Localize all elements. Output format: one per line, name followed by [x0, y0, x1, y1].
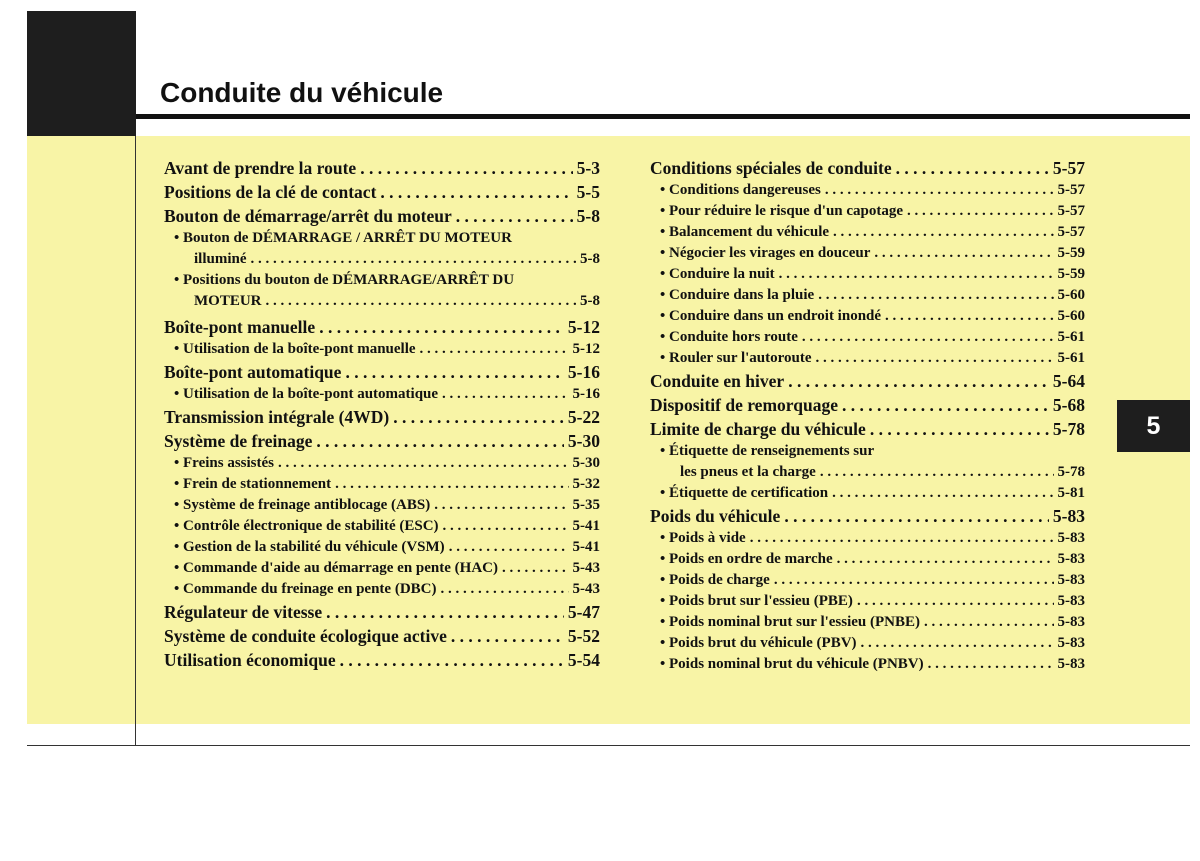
- toc-entry[interactable]: [164, 204, 600, 228]
- leader-dots: [885, 306, 1053, 327]
- toc-entry-page: 5-83: [1057, 635, 1085, 651]
- toc-entry-label: illuminé: [194, 251, 247, 267]
- toc-subentry[interactable]: [650, 285, 1085, 306]
- leader-dots: [345, 360, 563, 384]
- toc-entry-label: Conduite en hiver: [650, 371, 785, 391]
- toc-entry-page: 5-60: [1057, 308, 1085, 324]
- toc-subentry[interactable]: [650, 180, 1085, 201]
- toc-entry-label: • Balancement du véhicule: [660, 222, 829, 243]
- leader-dots: [774, 570, 1054, 591]
- toc-entry-label: MOTEUR: [194, 293, 262, 309]
- toc-entry-page: 5-16: [572, 386, 600, 402]
- toc-entry-label: • Négocier les virages en douceur: [660, 243, 870, 264]
- toc-subentry[interactable]: [164, 474, 600, 495]
- toc-entry[interactable]: [164, 405, 600, 429]
- toc-entry-page: 5-59: [1057, 266, 1085, 282]
- toc-subentry-line1[interactable]: • Positions du bouton de DÉMARRAGE/ARRÊT DU: [164, 270, 600, 291]
- toc-entry-label: • Poids en ordre de marche: [660, 549, 833, 570]
- toc-entry-label: Dispositif de remorquage: [650, 395, 838, 415]
- toc-entry-page: 5-30: [567, 431, 600, 451]
- leader-dots: [456, 204, 573, 228]
- toc-entry-label: Transmission intégrale (4WD): [164, 407, 390, 427]
- toc-entry-label: Avant de prendre la route: [164, 158, 357, 178]
- toc-entry-label: • Rouler sur l'autoroute: [660, 348, 812, 369]
- toc-entry-page: 5-47: [567, 602, 600, 622]
- toc-entry-page: 5-60: [1057, 287, 1085, 303]
- leader-dots: [335, 474, 568, 495]
- toc-entry-label: • Gestion de la stabilité du véhicule (VSM): [174, 537, 445, 558]
- toc-entry-label: • Système de freinage antiblocage (ABS): [174, 495, 430, 516]
- toc-subentry[interactable]: [650, 633, 1085, 654]
- leader-dots: [842, 393, 1049, 417]
- leader-dots: [393, 405, 564, 429]
- toc-entry[interactable]: [650, 156, 1085, 180]
- toc-entry-page: 5-83: [1057, 614, 1085, 630]
- leader-dots: [802, 327, 1054, 348]
- toc-entry[interactable]: [164, 156, 600, 180]
- toc-subentry[interactable]: [650, 264, 1085, 285]
- leader-dots: [832, 483, 1053, 504]
- toc-entry-page: 5-12: [567, 317, 600, 337]
- toc-entry-page: 5-32: [572, 476, 600, 492]
- leader-dots: [278, 453, 569, 474]
- toc-entry-page: 5-78: [1052, 419, 1085, 439]
- toc-subentry[interactable]: [650, 222, 1085, 243]
- toc-entry-page: 5-57: [1052, 158, 1085, 178]
- leader-dots: [442, 384, 568, 405]
- toc-entry-page: 5-35: [572, 497, 600, 513]
- leader-dots: [451, 624, 564, 648]
- toc-entry-page: 5-57: [1057, 182, 1085, 198]
- toc-entry-label: • Étiquette de certification: [660, 483, 828, 504]
- toc-subentry[interactable]: [650, 570, 1085, 591]
- toc-entry-label: • Frein de stationnement: [174, 474, 331, 495]
- toc-entry-label: les pneus et la charge: [680, 464, 816, 480]
- toc-entry-label: • Utilisation de la boîte-pont automatique: [174, 384, 438, 405]
- toc-entry-page: 5-83: [1057, 530, 1085, 546]
- toc-entry-label: Système de conduite écologique active: [164, 626, 447, 646]
- toc-entry-label: • Commande du freinage en pente (DBC): [174, 579, 436, 600]
- toc-subentry[interactable]: [650, 243, 1085, 264]
- toc-entry-label: • Freins assistés: [174, 453, 274, 474]
- toc-entry-label: • Commande d'aide au démarrage en pente (HAC): [174, 558, 498, 579]
- toc-entry-label: Positions de la clé de contact: [164, 182, 377, 202]
- leader-dots: [924, 612, 1053, 633]
- toc-entry-page: 5-83: [1052, 506, 1085, 526]
- toc-entry-page: 5-41: [572, 539, 600, 555]
- toc-entry-page: 5-83: [1057, 551, 1085, 567]
- toc-entry-page: 5-54: [567, 650, 600, 670]
- toc-entry-page: 5-64: [1052, 371, 1085, 391]
- toc-subentry[interactable]: [164, 579, 600, 600]
- toc-entry-page: 5-83: [1057, 656, 1085, 672]
- toc-entry-label: • Pour réduire le risque d'un capotage: [660, 201, 903, 222]
- leader-dots: [907, 201, 1053, 222]
- toc-entry-page: 5-8: [576, 206, 600, 226]
- toc-entry-page: 5-8: [580, 293, 600, 309]
- toc-subentry[interactable]: [650, 591, 1085, 612]
- toc-subentry[interactable]: [164, 339, 600, 360]
- toc-entry-label: • Conduite hors route: [660, 327, 798, 348]
- toc-entry-label: • Poids brut du véhicule (PBV): [660, 633, 857, 654]
- toc-entry-label: Régulateur de vitesse: [164, 602, 323, 622]
- toc-subentry[interactable]: [164, 249, 600, 270]
- leader-dots: [874, 243, 1053, 264]
- leader-dots: [502, 558, 569, 579]
- leader-dots: [251, 249, 576, 270]
- leader-dots: [779, 264, 1054, 285]
- toc-entry-page: 5-68: [1052, 395, 1085, 415]
- toc-entry[interactable]: [164, 360, 600, 384]
- leader-dots: [837, 549, 1054, 570]
- leader-dots: [440, 579, 568, 600]
- toc-entry[interactable]: [164, 648, 600, 672]
- toc-entry-label: Bouton de démarrage/arrêt du moteur: [164, 206, 452, 226]
- leader-dots: [266, 291, 577, 312]
- leader-dots: [340, 648, 564, 672]
- toc-subentry[interactable]: [650, 549, 1085, 570]
- toc-entry-page: 5-8: [580, 251, 600, 267]
- toc-entry-page: 5-61: [1057, 329, 1085, 345]
- toc-entry-page: 5-83: [1057, 593, 1085, 609]
- toc-entry[interactable]: [164, 315, 600, 339]
- leader-dots: [833, 222, 1053, 243]
- toc-subentry[interactable]: [650, 327, 1085, 348]
- leader-dots: [449, 537, 569, 558]
- toc-entry-page: 5-78: [1057, 464, 1085, 480]
- toc-entry-page: 5-57: [1057, 224, 1085, 240]
- leader-dots: [857, 591, 1054, 612]
- toc-entry[interactable]: [650, 504, 1085, 528]
- toc-entry-label: • Conduire dans la pluie: [660, 285, 814, 306]
- toc-entry-page: 5-81: [1057, 485, 1085, 501]
- leader-dots: [861, 633, 1054, 654]
- toc-entry[interactable]: [650, 393, 1085, 417]
- toc-entry-page: 5-22: [567, 407, 600, 427]
- header-black-block: [27, 11, 136, 136]
- leader-dots: [928, 654, 1054, 675]
- leader-dots: [825, 180, 1054, 201]
- toc-entry-label: • Poids nominal brut du véhicule (PNBV): [660, 654, 924, 675]
- toc-entry[interactable]: [164, 624, 600, 648]
- toc-entry-page: 5-59: [1057, 245, 1085, 261]
- leader-dots: [788, 369, 1049, 393]
- toc-entry-page: 5-61: [1057, 350, 1085, 366]
- toc-subentry[interactable]: [650, 462, 1085, 483]
- leader-dots: [896, 156, 1049, 180]
- toc-entry-label: Limite de charge du véhicule: [650, 419, 866, 439]
- toc-subentry[interactable]: [650, 483, 1085, 504]
- toc-entry-label: • Conditions dangereuses: [660, 180, 821, 201]
- toc-subentry[interactable]: [650, 612, 1085, 633]
- toc-entry-label: Boîte-pont automatique: [164, 362, 342, 382]
- page-title: Conduite du véhicule: [160, 77, 444, 108]
- leader-dots: [443, 516, 569, 537]
- toc-subentry[interactable]: [650, 201, 1085, 222]
- toc-subentry[interactable]: [164, 558, 600, 579]
- toc-subentry[interactable]: [650, 348, 1085, 369]
- toc-entry-label: Utilisation économique: [164, 650, 336, 670]
- toc-entry-label: • Conduire la nuit: [660, 264, 775, 285]
- toc-entry-page: 5-43: [572, 560, 600, 576]
- toc-entry-page: 5-12: [572, 341, 600, 357]
- leader-dots: [784, 504, 1049, 528]
- toc-entry-page: 5-41: [572, 518, 600, 534]
- leader-dots: [750, 528, 1054, 549]
- toc-entry-label: • Contrôle électronique de stabilité (ESC): [174, 516, 439, 537]
- toc-subentry[interactable]: [650, 528, 1085, 549]
- toc-entry-label: • Poids de charge: [660, 570, 770, 591]
- title-rule: [136, 114, 1190, 119]
- toc-entry-label: Conditions spéciales de conduite: [650, 158, 892, 178]
- toc-entry-label: Poids du véhicule: [650, 506, 781, 526]
- toc-entry[interactable]: [164, 429, 600, 453]
- toc-entry-label: • Utilisation de la boîte-pont manuelle: [174, 339, 416, 360]
- toc-subentry-line1[interactable]: • Étiquette de renseignements sur: [650, 441, 1085, 462]
- bottom-rule: [27, 745, 1190, 746]
- toc-subentry[interactable]: [164, 495, 600, 516]
- toc-entry-page: 5-43: [572, 581, 600, 597]
- leader-dots: [380, 180, 572, 204]
- leader-dots: [816, 348, 1054, 369]
- toc-entry-label: • Conduire dans un endroit inondé: [660, 306, 881, 327]
- toc-subentry[interactable]: [164, 453, 600, 474]
- toc-subentry[interactable]: [164, 384, 600, 405]
- toc-entry[interactable]: [164, 180, 600, 204]
- toc-subentry[interactable]: [164, 516, 600, 537]
- toc-entry-page: 5-52: [567, 626, 600, 646]
- toc-entry[interactable]: [164, 600, 600, 624]
- toc-entry-label: • Poids brut sur l'essieu (PBE): [660, 591, 853, 612]
- toc-subentry[interactable]: [164, 537, 600, 558]
- toc-entry-page: 5-16: [567, 362, 600, 382]
- toc-left-column: [164, 156, 600, 672]
- toc-entry-label: • Poids à vide: [660, 528, 746, 549]
- leader-dots: [818, 285, 1053, 306]
- leader-dots: [870, 417, 1049, 441]
- toc-entry-page: 5-83: [1057, 572, 1085, 588]
- toc-entry-page: 5-57: [1057, 203, 1085, 219]
- toc-subentry[interactable]: [164, 291, 600, 312]
- toc-entry-label: Système de freinage: [164, 431, 313, 451]
- chapter-tab[interactable]: 5: [1117, 400, 1190, 452]
- toc-entry-label: • Poids nominal brut sur l'essieu (PNBE): [660, 612, 920, 633]
- toc-subentry-line1[interactable]: • Bouton de DÉMARRAGE / ARRÊT DU MOTEUR: [164, 228, 600, 249]
- toc-entry-page: 5-3: [576, 158, 600, 178]
- leader-dots: [820, 462, 1054, 483]
- leader-dots: [316, 429, 564, 453]
- vertical-divider: [135, 136, 136, 746]
- toc-entry-page: 5-5: [576, 182, 600, 202]
- leader-dots: [420, 339, 569, 360]
- toc-subentry[interactable]: [650, 306, 1085, 327]
- toc-entry-page: 5-30: [572, 455, 600, 471]
- leader-dots: [434, 495, 568, 516]
- toc-entry[interactable]: [650, 417, 1085, 441]
- toc-right-column: [650, 156, 1085, 675]
- leader-dots: [319, 315, 564, 339]
- toc-entry[interactable]: [650, 369, 1085, 393]
- toc-subentry[interactable]: [650, 654, 1085, 675]
- toc-entry-label: Boîte-pont manuelle: [164, 317, 316, 337]
- leader-dots: [360, 156, 572, 180]
- leader-dots: [326, 600, 564, 624]
